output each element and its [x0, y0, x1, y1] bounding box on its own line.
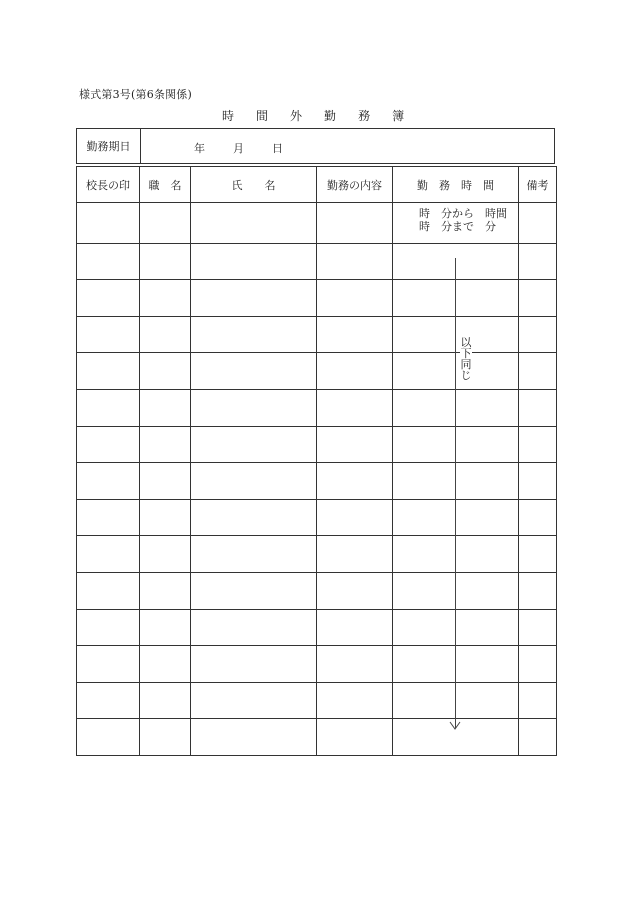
seal-cell[interactable]: [77, 353, 140, 390]
seal-cell[interactable]: [77, 426, 140, 463]
content-cell[interactable]: [317, 389, 393, 426]
table-row: [77, 316, 557, 353]
table-body: [77, 203, 557, 756]
work-date-label: 勤務期日: [77, 129, 141, 163]
title-char: 間: [256, 109, 269, 123]
work-date-field[interactable]: [194, 140, 311, 156]
content-cell[interactable]: [317, 353, 393, 390]
month-unit: 月: [233, 142, 244, 155]
position-cell[interactable]: [140, 609, 191, 646]
form-label: 様式第3号(第6条関係): [79, 88, 192, 101]
seal-cell[interactable]: [77, 646, 140, 683]
position-cell[interactable]: [140, 316, 191, 353]
remarks-cell[interactable]: [519, 463, 557, 500]
remarks-cell[interactable]: [519, 536, 557, 573]
name-cell[interactable]: [191, 646, 317, 683]
seal-cell[interactable]: [77, 316, 140, 353]
content-cell[interactable]: [317, 536, 393, 573]
remarks-cell[interactable]: [519, 682, 557, 719]
seal-cell[interactable]: [77, 243, 140, 280]
name-cell[interactable]: [191, 280, 317, 317]
table-row: [77, 682, 557, 719]
seal-cell[interactable]: [77, 682, 140, 719]
title-char: 外: [290, 109, 303, 123]
time-from-line: 時 分から 時間: [419, 207, 507, 220]
overtime-log-table: [76, 166, 557, 756]
table-row: [77, 389, 557, 426]
table-row: [77, 499, 557, 536]
hours-cell[interactable]: [393, 203, 519, 244]
remarks-cell[interactable]: [519, 499, 557, 536]
content-cell[interactable]: [317, 243, 393, 280]
table-row: [77, 243, 557, 280]
table-row: [77, 426, 557, 463]
remarks-cell[interactable]: [519, 719, 557, 756]
table-row: [77, 719, 557, 756]
content-cell[interactable]: [317, 316, 393, 353]
title-char: 時: [222, 109, 235, 123]
name-cell[interactable]: [191, 682, 317, 719]
name-cell[interactable]: [191, 353, 317, 390]
year-unit: 年: [194, 142, 205, 155]
name-cell[interactable]: [191, 536, 317, 573]
document-title: [222, 107, 426, 124]
remarks-cell[interactable]: [519, 646, 557, 683]
column-header-principal-seal: 校長の印: [77, 167, 140, 203]
same-as-above-line: [455, 258, 456, 728]
content-cell[interactable]: [317, 682, 393, 719]
name-cell[interactable]: [191, 316, 317, 353]
column-header-name: 氏 名: [191, 167, 317, 203]
position-cell[interactable]: [140, 463, 191, 500]
table-row: [77, 609, 557, 646]
remarks-cell[interactable]: [519, 572, 557, 609]
seal-cell[interactable]: [77, 389, 140, 426]
table-row: [77, 572, 557, 609]
position-cell[interactable]: [140, 682, 191, 719]
table-row: [77, 280, 557, 317]
same-as-above-char: 同: [460, 358, 472, 371]
column-header-work-content: 勤務の内容: [317, 167, 393, 203]
table-row: [77, 353, 557, 390]
column-header-work-hours: 勤 務 時 間: [393, 167, 519, 203]
position-cell[interactable]: [140, 389, 191, 426]
position-cell[interactable]: [140, 203, 191, 244]
column-header-position: 職 名: [140, 167, 191, 203]
content-cell[interactable]: [317, 280, 393, 317]
seal-cell[interactable]: [77, 609, 140, 646]
name-cell[interactable]: [191, 719, 317, 756]
name-cell[interactable]: [191, 609, 317, 646]
seal-cell[interactable]: [77, 280, 140, 317]
seal-cell[interactable]: [77, 499, 140, 536]
name-cell[interactable]: [191, 426, 317, 463]
position-cell[interactable]: [140, 499, 191, 536]
content-cell[interactable]: [317, 499, 393, 536]
name-cell[interactable]: [191, 463, 317, 500]
content-cell[interactable]: [317, 426, 393, 463]
content-cell[interactable]: [317, 719, 393, 756]
title-char: 勤: [324, 109, 337, 123]
name-cell[interactable]: [191, 572, 317, 609]
content-cell[interactable]: [317, 609, 393, 646]
same-as-above-char: 下: [460, 347, 472, 360]
position-cell[interactable]: [140, 536, 191, 573]
content-cell[interactable]: [317, 463, 393, 500]
remarks-cell[interactable]: [519, 280, 557, 317]
seal-cell[interactable]: [77, 572, 140, 609]
remarks-cell[interactable]: [519, 203, 557, 244]
same-as-above-label: [460, 337, 472, 381]
remarks-cell[interactable]: [519, 426, 557, 463]
position-cell[interactable]: [140, 353, 191, 390]
time-to-line: 時 分まで 分: [419, 220, 496, 233]
remarks-cell[interactable]: [519, 243, 557, 280]
seal-cell[interactable]: [77, 719, 140, 756]
position-cell[interactable]: [140, 646, 191, 683]
seal-cell[interactable]: [77, 463, 140, 500]
content-cell[interactable]: [317, 646, 393, 683]
name-cell[interactable]: [191, 499, 317, 536]
work-date-box: [76, 128, 555, 164]
content-cell[interactable]: [317, 572, 393, 609]
column-header-remarks: 備考: [519, 167, 557, 203]
position-cell[interactable]: [140, 572, 191, 609]
title-char: 簿: [392, 109, 405, 123]
seal-cell[interactable]: [77, 536, 140, 573]
position-cell[interactable]: [140, 280, 191, 317]
name-cell[interactable]: [191, 243, 317, 280]
day-unit: 日: [272, 142, 283, 155]
remarks-cell[interactable]: [519, 353, 557, 390]
name-cell[interactable]: [191, 389, 317, 426]
same-as-above-char: じ: [460, 369, 472, 382]
table-row: [77, 646, 557, 683]
table-row: [77, 536, 557, 573]
name-cell[interactable]: [191, 203, 317, 244]
down-arrow-icon: [449, 721, 461, 731]
position-cell[interactable]: [140, 719, 191, 756]
table-header-row: [77, 167, 557, 203]
remarks-cell[interactable]: [519, 389, 557, 426]
seal-cell[interactable]: [77, 203, 140, 244]
table-row: [77, 203, 557, 244]
remarks-cell[interactable]: [519, 316, 557, 353]
content-cell[interactable]: [317, 203, 393, 244]
title-char: 務: [358, 109, 371, 123]
same-as-above-char: 以: [460, 336, 472, 349]
position-cell[interactable]: [140, 426, 191, 463]
table-row: [77, 463, 557, 500]
position-cell[interactable]: [140, 243, 191, 280]
remarks-cell[interactable]: [519, 609, 557, 646]
